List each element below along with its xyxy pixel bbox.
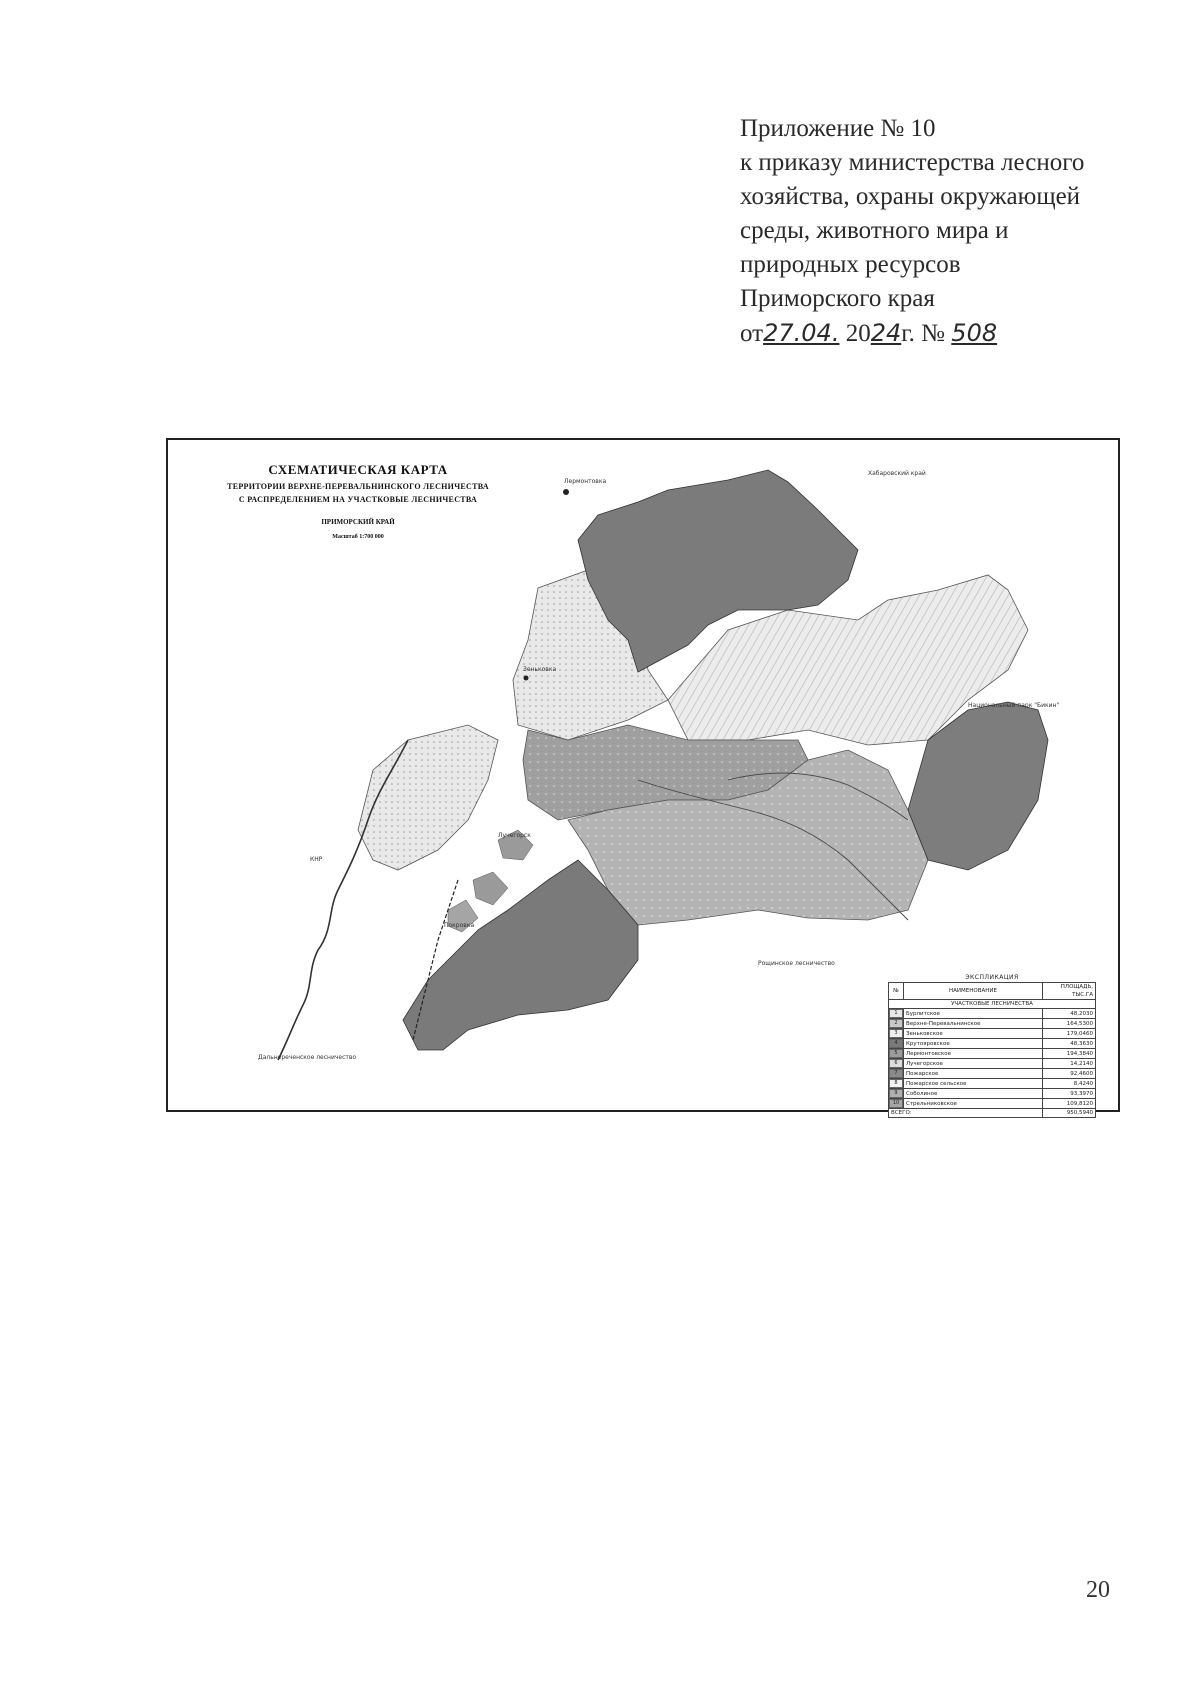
legend-swatch: 10 xyxy=(889,1099,903,1108)
legend-col-num: № xyxy=(889,983,904,1000)
legend-row xyxy=(889,1029,1096,1039)
legend-subheader: УЧАСТКОВЫЕ ЛЕСНИЧЕСТВА xyxy=(889,1000,1096,1009)
legend-name: Верхне-Перевальнинское xyxy=(904,1019,1043,1029)
appendix-line-1: Приложение № 10 xyxy=(740,115,936,142)
legend-name: Пожарское xyxy=(904,1069,1043,1079)
zone-river-strip xyxy=(358,725,498,870)
date-day-month: 27.04. xyxy=(763,319,840,347)
legend-row xyxy=(889,1009,1096,1019)
date-year-prefix: 20 xyxy=(845,320,871,347)
legend-row xyxy=(889,1039,1096,1049)
legend-swatch: 8 xyxy=(889,1079,903,1088)
legend-name: Зеньковское xyxy=(904,1029,1043,1039)
legend-area: 164,5300 xyxy=(1043,1019,1096,1029)
legend-name: Крутояровское xyxy=(904,1039,1043,1049)
label-national-park: Национальный парк "Бикин" xyxy=(968,702,1060,709)
legend-col-name: НАИМЕНОВАНИЕ xyxy=(904,983,1043,1000)
legend-swatch-cell xyxy=(889,1029,904,1039)
legend-name: Пожарское сельское xyxy=(904,1079,1043,1089)
label-country: КНР xyxy=(310,856,323,863)
map-scale: Масштаб 1:700 000 xyxy=(332,534,384,540)
legend-area: 93,3970 xyxy=(1043,1089,1096,1099)
legend-swatch: 3 xyxy=(889,1029,903,1038)
legend-swatch: 7 xyxy=(889,1069,903,1078)
legend-col-area: ПЛОЩАДЬ, ТЫС.ГА xyxy=(1043,983,1096,1000)
legend-area: 14,2140 xyxy=(1043,1059,1096,1069)
legend-swatch-cell xyxy=(889,1059,904,1069)
legend-name: Стрельниковское xyxy=(904,1099,1043,1109)
date-prefix: от xyxy=(740,320,764,347)
legend-swatch-cell xyxy=(889,1049,904,1059)
legend-swatch-cell xyxy=(889,1099,904,1109)
legend-area: 8,4240 xyxy=(1043,1079,1096,1089)
legend-area: 92,4600 xyxy=(1043,1069,1096,1079)
legend-area: 194,3840 xyxy=(1043,1049,1096,1059)
page-number: 20 xyxy=(1086,1577,1110,1603)
appendix-line-2: к приказу министерства лесного xyxy=(740,149,1085,176)
town-dot-zenkovka xyxy=(524,676,529,681)
legend-total-row xyxy=(889,1109,1096,1118)
appendix-line-5: природных ресурсов xyxy=(740,251,961,278)
zone-south-west-dark xyxy=(403,860,638,1050)
appendix-line-4: среды, животного мира и xyxy=(740,217,1009,244)
legend-swatch-cell xyxy=(889,1079,904,1089)
legend-total-label: ВСЕГО: xyxy=(889,1109,1043,1118)
legend-row xyxy=(889,1089,1096,1099)
legend-swatch-cell xyxy=(889,1019,904,1029)
label-pokrovka: Покровка xyxy=(444,922,475,929)
map-title: СХЕМАТИЧЕСКАЯ КАРТА xyxy=(268,462,448,477)
legend-swatch-cell xyxy=(889,1069,904,1079)
legend-swatch: 2 xyxy=(889,1019,903,1028)
label-khabarovsk-region: Хабаровский край xyxy=(868,470,926,477)
legend-total-value: 950,5940 xyxy=(1043,1109,1096,1118)
map-legend xyxy=(888,974,1096,1118)
legend-table xyxy=(888,982,1096,1118)
order-date-line xyxy=(740,316,1160,351)
legend-row xyxy=(889,1049,1096,1059)
legend-area: 109,8120 xyxy=(1043,1099,1096,1109)
legend-area: 48,2030 xyxy=(1043,1009,1096,1019)
legend-name: Лучегорское xyxy=(904,1059,1043,1069)
legend-row xyxy=(889,1019,1096,1029)
appendix-line-3: хозяйства, охраны окружающей xyxy=(740,183,1081,210)
legend-swatch-cell xyxy=(889,1039,904,1049)
legend-row xyxy=(889,1079,1096,1089)
date-year-mark: г. № xyxy=(901,320,946,347)
legend-row xyxy=(889,1059,1096,1069)
legend-swatch: 9 xyxy=(889,1089,903,1098)
legend-title: ЭКСПЛИКАЦИЯ xyxy=(965,974,1019,981)
legend-swatch: 4 xyxy=(889,1039,903,1048)
legend-subheader-row xyxy=(889,1000,1096,1009)
appendix-line-6: Приморского края xyxy=(740,285,935,312)
legend-swatch: 5 xyxy=(889,1049,903,1058)
legend-row xyxy=(889,1069,1096,1079)
schematic-map xyxy=(166,438,1120,1116)
legend-swatch: 6 xyxy=(889,1059,903,1068)
order-number: 508 xyxy=(951,319,998,347)
label-bottom-left-forestry: Дальнереченское лесничество xyxy=(258,1054,357,1061)
map-title-block xyxy=(188,462,528,540)
legend-area: 179,0460 xyxy=(1043,1029,1096,1039)
legend-swatch-cell xyxy=(889,1089,904,1099)
map-subtitle-2: С РАСПРЕДЕЛЕНИЕМ НА УЧАСТКОВЫЕ ЛЕСНИЧЕСТВА xyxy=(238,495,478,504)
legend-name: Бурлитское xyxy=(904,1009,1043,1019)
label-luchegorsk: Лучегорск xyxy=(498,832,531,839)
legend-body xyxy=(889,1000,1096,1109)
patch-2 xyxy=(473,872,508,905)
legend-row xyxy=(889,1099,1096,1109)
label-zenkovka: Зеньковка xyxy=(523,666,557,673)
town-dot-lermontovka xyxy=(563,489,569,495)
legend-swatch-cell xyxy=(889,1009,904,1019)
date-year-suffix: 24 xyxy=(870,319,902,347)
legend-header-row xyxy=(889,983,1096,1000)
appendix-header xyxy=(740,112,1160,351)
label-lermontovka: Лермонтовка xyxy=(564,478,607,485)
map-region: ПРИМОРСКИЙ КРАЙ xyxy=(321,518,395,526)
legend-name: Соболиное xyxy=(904,1089,1043,1099)
label-bottom-forestry: Рощинское лесничество xyxy=(758,960,835,967)
legend-swatch: 1 xyxy=(889,1009,903,1018)
map-subtitle-1: ТЕРРИТОРИИ ВЕРХНЕ-ПЕРЕВАЛЬНИНСКОГО ЛЕСНИЧЕСТВА xyxy=(227,482,489,491)
legend-area: 48,3630 xyxy=(1043,1039,1096,1049)
legend-name: Лермонтовское xyxy=(904,1049,1043,1059)
